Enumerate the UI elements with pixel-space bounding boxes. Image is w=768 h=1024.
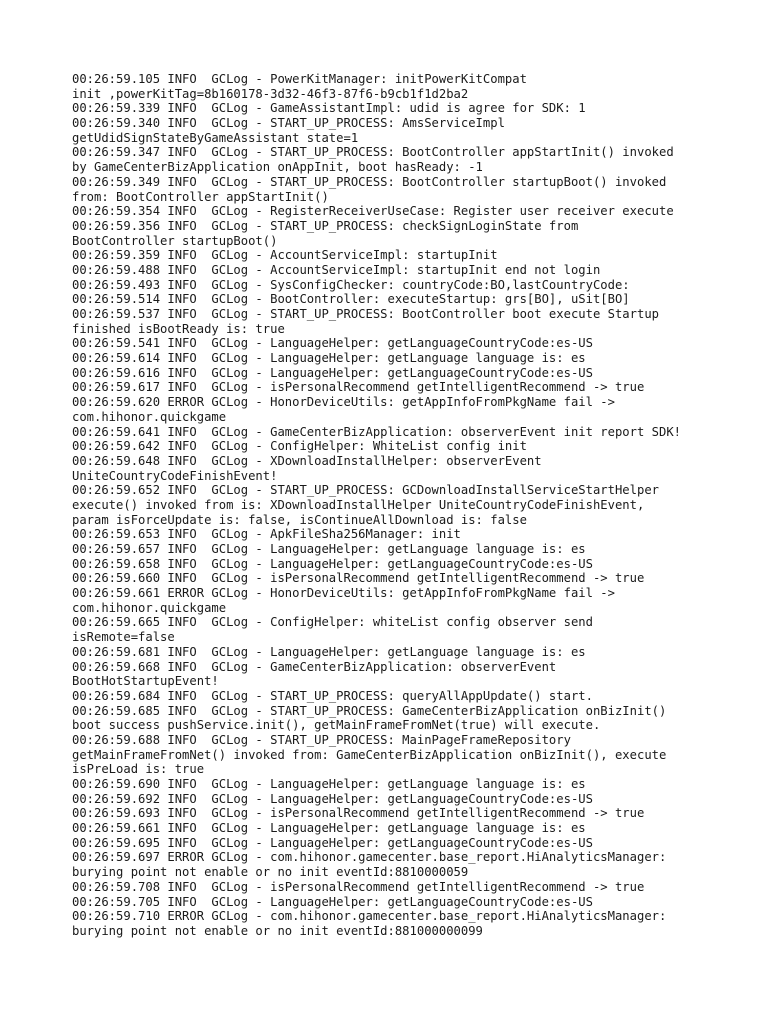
log-line: 00:26:59.616 INFO GCLog - LanguageHelper: getLanguageCountryCode:es-US (72, 365, 593, 380)
log-line: getMainFrameFromNet() invoked from: GameCenterBizApplication onBizInit(), execute (72, 747, 667, 762)
log-line: 00:26:59.681 INFO GCLog - LanguageHelper: getLanguage language is: es (72, 644, 586, 659)
log-line: 00:26:59.692 INFO GCLog - LanguageHelper: getLanguageCountryCode:es-US (72, 791, 593, 806)
log-line: 00:26:59.356 INFO GCLog - START_UP_PROCESS: checkSignLoginState from (72, 218, 579, 233)
log-line: isPreLoad is: true (72, 762, 205, 777)
log-line: com.hihonor.quickgame (72, 409, 227, 424)
log-line: 00:26:59.347 INFO GCLog - START_UP_PROCESS: BootController appStartInit() invoked (72, 145, 674, 160)
log-line: burying point not enable or no init eventId:8810000059 (72, 865, 469, 880)
log-line: 00:26:59.708 INFO GCLog - isPersonalRecommend getIntelligentRecommend -> true (72, 879, 645, 894)
log-line: 00:26:59.695 INFO GCLog - LanguageHelper: getLanguageCountryCode:es-US (72, 835, 593, 850)
log-line: 00:26:59.693 INFO GCLog - isPersonalRecommend getIntelligentRecommend -> true (72, 806, 645, 821)
log-line: 00:26:59.493 INFO GCLog - SysConfigChecker: countryCode:BO,lastCountryCode: (72, 277, 630, 292)
log-line: com.hihonor.quickgame (72, 600, 227, 615)
log-line: 00:26:59.354 INFO GCLog - RegisterReceiverUseCase: Register user receiver execute (72, 204, 674, 219)
log-line: 00:26:59.653 INFO GCLog - ApkFileSha256Manager: init (72, 527, 461, 542)
log-line: by GameCenterBizApplication onAppInit, boot hasReady: -1 (72, 160, 483, 175)
log-line: 00:26:59.648 INFO GCLog - XDownloadInstallHelper: observerEvent (72, 453, 542, 468)
log-line: 00:26:59.488 INFO GCLog - AccountServiceImpl: startupInit end not login (72, 262, 601, 277)
log-line: 00:26:59.658 INFO GCLog - LanguageHelper: getLanguageCountryCode:es-US (72, 556, 593, 571)
log-line: getUdidSignStateByGameAssistant state=1 (72, 130, 359, 145)
log-line: 00:26:59.652 INFO GCLog - START_UP_PROCESS: GCDownloadInstallServiceStartHelper (72, 483, 659, 498)
log-line: 00:26:59.339 INFO GCLog - GameAssistantImpl: udid is agree for SDK: 1 (72, 101, 586, 116)
log-text-block (72, 72, 712, 939)
log-line: 00:26:59.665 INFO GCLog - ConfigHelper: whiteList config observer send (72, 615, 593, 630)
log-line: 00:26:59.349 INFO GCLog - START_UP_PROCESS: BootController startupBoot() invoked (72, 174, 667, 189)
log-line: 00:26:59.668 INFO GCLog - GameCenterBizApplication: observerEvent (72, 659, 557, 674)
log-line: 00:26:59.641 INFO GCLog - GameCenterBizApplication: observerEvent init report SDK! (72, 424, 682, 439)
log-line: 00:26:59.660 INFO GCLog - isPersonalRecommend getIntelligentRecommend -> true (72, 571, 645, 586)
log-line: finished isBootReady is: true (72, 321, 285, 336)
log-line: 00:26:59.614 INFO GCLog - LanguageHelper: getLanguage language is: es (72, 351, 586, 366)
log-line: isRemote=false (72, 630, 175, 645)
log-line: 00:26:59.359 INFO GCLog - AccountServiceImpl: startupInit (72, 248, 498, 263)
log-line: 00:26:59.514 INFO GCLog - BootController: executeStartup: grs[BO], uSit[BO] (72, 292, 630, 307)
log-line: 00:26:59.657 INFO GCLog - LanguageHelper: getLanguage language is: es (72, 542, 586, 556)
log-line: BootHotStartupEvent! (72, 674, 219, 689)
log-line: 00:26:59.105 INFO GCLog - PowerKitManager: initPowerKitCompat (72, 72, 527, 86)
log-line: 00:26:59.620 ERROR GCLog - HonorDeviceUtils: getAppInfoFromPkgName fail -> (72, 395, 615, 410)
log-line: burying point not enable or no init eventId:881000000099 (72, 923, 483, 938)
log-line: 00:26:59.705 INFO GCLog - LanguageHelper: getLanguageCountryCode:es-US (72, 894, 593, 909)
log-line: 00:26:59.688 INFO GCLog - START_UP_PROCESS: MainPageFrameRepository (72, 732, 571, 747)
log-line: 00:26:59.685 INFO GCLog - START_UP_PROCESS: GameCenterBizApplication onBizInit() (72, 703, 667, 718)
log-line: 00:26:59.541 INFO GCLog - LanguageHelper: getLanguageCountryCode:es-US (72, 336, 593, 351)
log-line: 00:26:59.661 ERROR GCLog - HonorDeviceUtils: getAppInfoFromPkgName fail -> (72, 586, 615, 601)
log-line: 00:26:59.537 INFO GCLog - START_UP_PROCESS: BootController boot execute Startup (72, 307, 659, 321)
log-line: 00:26:59.710 ERROR GCLog - com.hihonor.gamecenter.base_report.HiAnalyticsManager: (72, 909, 667, 924)
log-line: 00:26:59.684 INFO GCLog - START_UP_PROCESS: queryAllAppUpdate() start. (72, 688, 593, 703)
log-line: 00:26:59.642 INFO GCLog - ConfigHelper: WhiteList config init (72, 439, 527, 454)
log-line: BootController startupBoot() (72, 233, 278, 248)
log-line: 00:26:59.690 INFO GCLog - LanguageHelper: getLanguage language is: es (72, 777, 586, 791)
log-line: 00:26:59.617 INFO GCLog - isPersonalRecommend getIntelligentRecommend -> true (72, 380, 645, 395)
log-line: 00:26:59.340 INFO GCLog - START_UP_PROCESS: AmsServiceImpl (72, 116, 505, 131)
log-line: init ,powerKitTag=8b160178-3d32-46f3-87f6-b9cb1f1d2ba2 (72, 86, 469, 101)
log-line: 00:26:59.661 INFO GCLog - LanguageHelper: getLanguage language is: es (72, 821, 586, 836)
log-line: param isForceUpdate is: false, isContinueAllDownload is: false (72, 512, 527, 527)
log-line: execute() invoked from is: XDownloadInstallHelper UniteCountryCodeFinishEvent, (72, 497, 645, 512)
log-line: boot success pushService.init(), getMainFrameFromNet(true) will execute. (72, 718, 601, 733)
log-line: 00:26:59.697 ERROR GCLog - com.hihonor.gamecenter.base_report.HiAnalyticsManager: (72, 850, 667, 865)
log-line: UniteCountryCodeFinishEvent! (72, 468, 278, 483)
log-line: from: BootController appStartInit() (72, 189, 329, 204)
